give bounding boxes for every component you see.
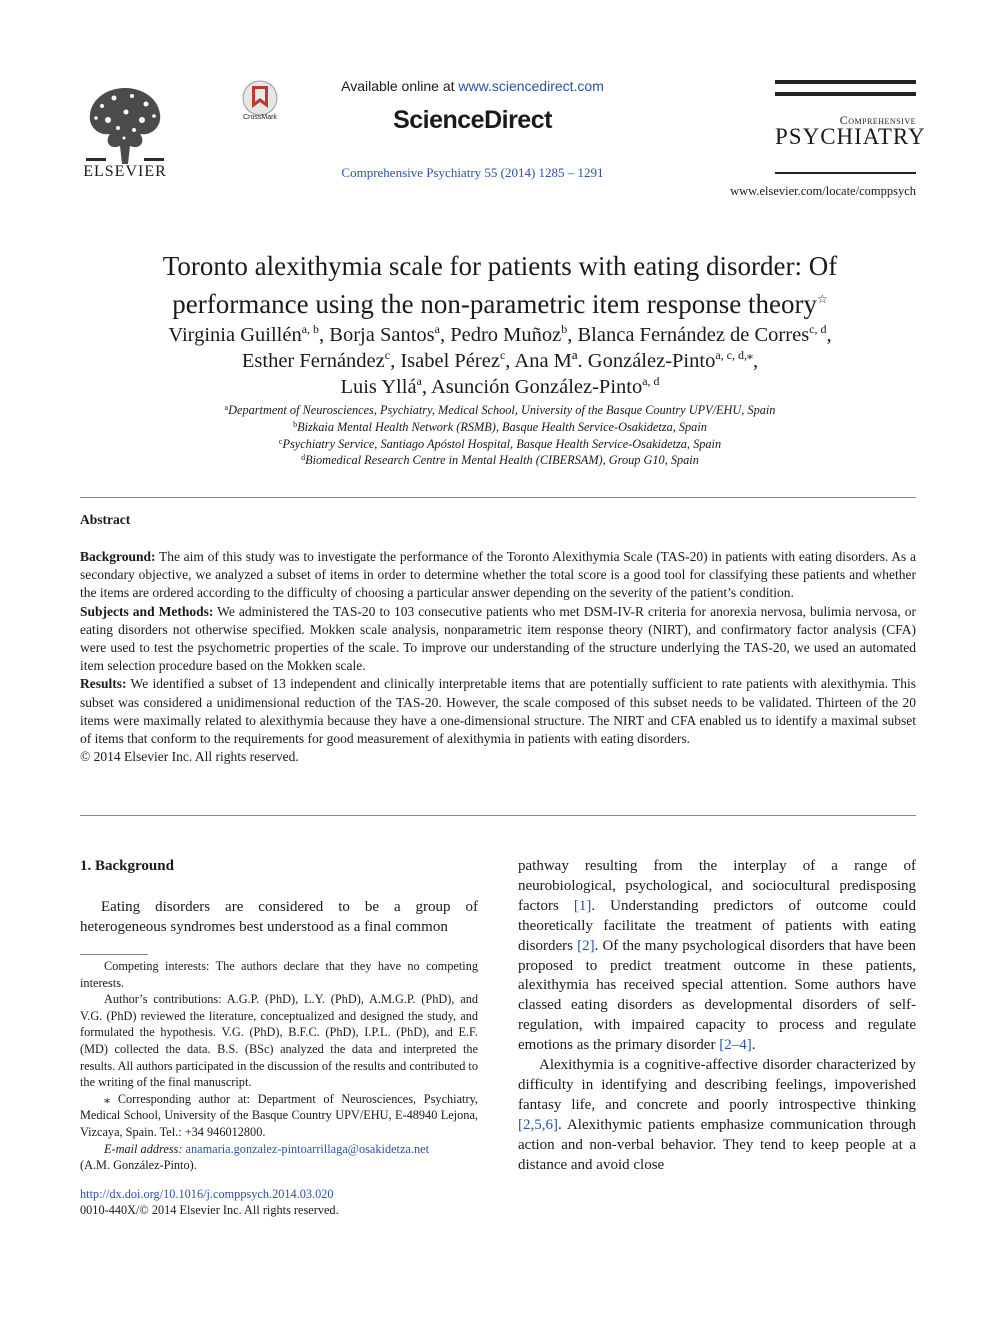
affiliation-text: Psychiatry Service, Santiago Apóstol Hospital, Basque Health Service-Osakidetza, Spain xyxy=(282,436,722,451)
abstract-results-label: Results: xyxy=(80,676,127,692)
section-heading: 1. Background xyxy=(80,858,174,874)
author-separator: , xyxy=(505,350,515,372)
affiliation-key: c xyxy=(278,436,283,446)
article-title xyxy=(100,250,900,321)
author-separator: , xyxy=(421,376,431,398)
paragraph-text: . Of the many psychological disorders that have been proposed to predict treatment outcome in these patients, alexithymia has received special attention. Some authors have classed eating disorders as developmental disorders of self-regulation, with impaired capacity to process and regulate emotions as the primary disorder xyxy=(518,937,916,1054)
abstract-body xyxy=(80,548,916,766)
author-name[interactable]: Blanca Fernández de Corres xyxy=(577,324,810,346)
abstract-background-label: Background: xyxy=(80,549,156,564)
paragraph-text: . xyxy=(751,1037,756,1054)
abstract-methods-text: We administered the TAS-20 to 103 consecutive patients who met DSM-IV-R criteria for anorexia nervosa, bulimia nervosa, or eating disorders not otherwise specified. Mokken scale analysis, nonparametric item response theory (NIRT), and confirmatory factor analysis (CFA) were used to test the psychometric properties of the scale. To improve our understanding of the structure underlying the TAS-20, we used an automated item selection procedure based on the Mokken scale. xyxy=(80,603,916,674)
abstract-copyright: © 2014 Elsevier Inc. All rights reserved. xyxy=(80,749,299,765)
body-paragraph-right-2 xyxy=(518,1056,916,1175)
reference-link[interactable]: [2–4] xyxy=(719,1037,752,1054)
author-separator: , xyxy=(826,324,832,346)
journal-logo-bar-bottom xyxy=(775,172,916,174)
author-affil-sup[interactable]: c xyxy=(384,348,391,362)
reference-link[interactable]: [2] xyxy=(577,937,595,954)
abstract-background-text: The aim of this study was to investigate the performance of the Toronto Alexithymia Scale (TAS-20) in patients with eating disorders. As a secondary objective, we analyzed a subset of items in order to determine whether the total score is a good tool for classifying these patients and whether the items are ordered according to the difficulty of choosing a particular answer depending on the severity of the patient’s condition. xyxy=(80,549,916,601)
title-line-2 xyxy=(100,283,900,321)
issn-line: 0010-440X/© 2014 Elsevier Inc. All rights reserved. xyxy=(80,1203,339,1217)
author-line-3 xyxy=(80,374,920,400)
journal-citation-link[interactable]: Comprehensive Psychiatry 55 (2014) 1285 – 1291 xyxy=(341,165,604,180)
affiliation-key: d xyxy=(301,453,306,463)
author-affil-sup[interactable]: b xyxy=(561,322,568,336)
abstract-methods-label: Subjects and Methods: xyxy=(80,603,214,619)
reference-link[interactable]: [1] xyxy=(573,897,592,914)
journal-logo-bar-middle xyxy=(775,92,916,96)
abstract-methods xyxy=(80,603,916,676)
affiliation-text: Biomedical Research Centre in Mental Health (CIBERSAM), Group G10, Spain xyxy=(305,453,699,468)
author-line-1 xyxy=(80,322,920,348)
author-affil-sup[interactable]: c, d xyxy=(809,322,827,336)
affiliation-item xyxy=(120,452,880,469)
paragraph-text: pathway resulting from the interplay of a range of neurobiological, psychological, and sociocultural predisposing factors xyxy=(518,858,916,914)
author-name[interactable]: Asunción González-Pinto xyxy=(431,376,643,398)
paragraph-text: . Understanding predictors of outcome could theoretically facilitate the treatment of patients with eating disorders xyxy=(518,897,917,954)
affiliation-text: Department of Neurosciences, Psychiatry, Medical School, University of the Basque Country UPV/EHU, Spain xyxy=(228,403,776,417)
author-separator: , xyxy=(439,324,451,346)
title-line-1: Toronto alexithymia scale for patients with eating disorder: Of xyxy=(162,251,838,281)
author-separator: , xyxy=(390,350,401,372)
body-column-right xyxy=(518,857,916,1176)
footnote-contributions: Author’s contributions: A.G.P. (PhD), L.Y. (PhD), A.M.G.P. (PhD), and V.G. (PhD) reviewed the literature, conceptualized and designed the study, and formulated the hypothesis. V.G. (PhD), B.F.C. (PhD), I.P.L. (PhD), and E.F. (MD) collected the data. B.S. (BSc) analyzed the data and interpreted the results. All authors participated in the discussion of the results and contributed to the writing of the final manuscript. xyxy=(80,992,478,1090)
sciencedirect-link[interactable]: www.sciencedirect.com xyxy=(458,78,604,94)
author-name[interactable]: Borja Santos xyxy=(329,324,435,346)
journal-homepage-link[interactable]: www.elsevier.com/locate/comppsych xyxy=(730,184,916,198)
author-name[interactable]: Virginia Guillén xyxy=(168,324,302,346)
author-name[interactable]: Isabel Pérez xyxy=(400,350,500,372)
author-separator: , xyxy=(567,324,578,346)
abstract-heading: Abstract xyxy=(80,512,131,527)
email-link[interactable]: anamaria.gonzalez-pintoarrillaga@osakidetza.net xyxy=(185,1141,429,1156)
reference-link[interactable]: [2,5,6] xyxy=(518,1116,558,1133)
affiliation-item xyxy=(120,436,880,453)
abstract-results xyxy=(80,675,916,748)
author-affil-sup[interactable]: a, c, d,⁎ xyxy=(715,348,753,362)
footnotes xyxy=(80,958,478,1174)
paragraph-text: . Alexithymic patients emphasize communication through action and non-verbal behavior. They tend to keep people at a distance and avoid close xyxy=(518,1116,916,1173)
author-separator: , xyxy=(319,324,330,346)
journal-logo-comprehensive: Comprehensive xyxy=(839,113,916,127)
footnote-email-owner: (A.M. González-Pinto). xyxy=(80,1158,197,1173)
affiliation-item xyxy=(120,419,880,436)
affiliation-item xyxy=(120,402,880,419)
author-affil-sup[interactable]: a xyxy=(434,322,440,336)
affiliation-list xyxy=(120,402,880,469)
abstract-top-rule xyxy=(80,497,916,498)
author-separator: , xyxy=(752,350,759,372)
title-line-2-text: performance using the non-parametric item response theory xyxy=(172,289,817,319)
author-list xyxy=(80,322,920,400)
author-name[interactable]: Luis Yllá xyxy=(340,376,417,398)
abstract-background xyxy=(80,548,916,603)
author-name[interactable]: Ana Mª. González-Pinto xyxy=(514,350,716,372)
abstract-results-text: We identified a subset of 13 independent and clinically interpretable items that are potentially sufficient to rate patients with alexithymia. This subset was considered a unidimensional reduction of the TAS-20. However, the scale composed of this subset needs to be validated. Thirteen of the 20 items were maximally related to alexithymia because they have a one-dimensional structure. The NIRT and CFA enabled us to identify a maximal subset of items that conform to the requirements for good measurement of alexithymia in patients with eating disorders. xyxy=(80,676,916,747)
affiliation-text: Bizkaia Mental Health Network (RSMB), Basque Health Service-Osakidetza, Spain xyxy=(297,419,707,434)
abstract-bottom-rule xyxy=(80,815,916,816)
title-footnote-mark[interactable]: ☆ xyxy=(817,292,828,306)
journal-logo-psychiatry: PSYCHIATRY xyxy=(775,124,926,149)
footnote-rule xyxy=(80,954,148,955)
available-online-line xyxy=(300,78,645,94)
footnote-email xyxy=(80,1141,478,1158)
author-line-2 xyxy=(80,348,920,374)
author-affil-sup[interactable]: a xyxy=(416,374,422,388)
email-label: E-mail address: xyxy=(104,1141,186,1156)
publisher-name: ELSEVIER xyxy=(83,163,167,180)
doi-link[interactable]: http://dx.doi.org/10.1016/j.comppsych.2014.03.020 xyxy=(80,1187,334,1201)
footnote-competing: Competing interests: The authors declare that they have no competing interests. xyxy=(80,959,478,990)
author-affil-sup[interactable]: a, d xyxy=(642,374,660,388)
crossmark-label: CrossMark xyxy=(243,114,277,121)
footnote-corresponding: ⁎ Corresponding author at: Department of Neurosciences, Psychiatry, Medical School, University of the Basque Country UPV/EHU, E-48940 Lejona, Vizcaya, Spain. Tel.: +34 946012800. xyxy=(80,1091,478,1139)
body-paragraph-left: Eating disorders are considered to be a group of heterogeneous syndromes best understood as a final common xyxy=(80,899,478,935)
author-name[interactable]: Esther Fernández xyxy=(241,350,385,372)
affiliation-key: b xyxy=(293,419,298,429)
sciencedirect-wordmark: ScienceDirect xyxy=(393,106,552,134)
author-affil-sup[interactable]: a, b xyxy=(301,322,320,336)
paragraph-text: Alexithymia is a cognitive-affective disorder characterized by difficulty in identifying and describing feelings, impoverished fantasy life, and concrete and poorly introspective thinking xyxy=(518,1057,916,1113)
available-prefix: Available online at xyxy=(341,78,459,94)
journal-logo-bar-top xyxy=(775,80,916,84)
body-paragraph-right-1 xyxy=(518,857,916,1056)
author-name[interactable]: Pedro Muñoz xyxy=(450,324,562,346)
affiliation-key: a xyxy=(224,403,229,412)
author-affil-sup[interactable]: c xyxy=(499,348,506,362)
